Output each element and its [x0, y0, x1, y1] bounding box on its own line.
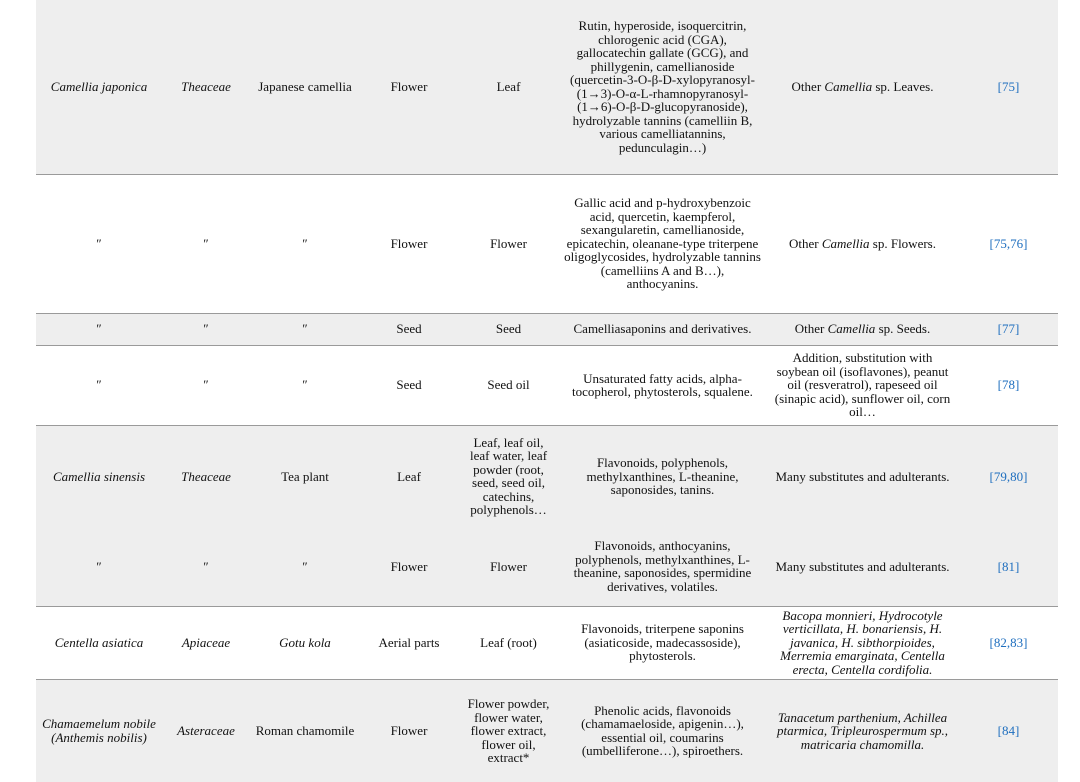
plant-part-cell: Leaf [360, 425, 458, 527]
reference-cell: [75] [959, 0, 1058, 174]
common-name-cell: Japanese camellia [250, 0, 360, 174]
adulterants-cell: Addition, substitution with soybean oil (isoflavones), peanut oil (resveratrol), rapeseed oil (sinapic acid), sunflower oil, corn oil… [766, 345, 959, 425]
product-cell: Leaf (root) [458, 606, 559, 679]
adulterants-cell: Other Camellia sp. Seeds. [766, 313, 959, 345]
reference-cell: [78] [959, 345, 1058, 425]
reference-link[interactable]: 77 [1002, 321, 1015, 337]
common-name-cell: ″ [250, 345, 360, 425]
product-cell: Leaf [458, 0, 559, 174]
family-cell: ″ [162, 527, 250, 606]
table-row [36, 606, 1058, 679]
species-cell: ″ [36, 345, 162, 425]
family-cell: ″ [162, 345, 250, 425]
table-row [36, 313, 1058, 345]
plant-part-cell: Aerial parts [360, 606, 458, 679]
compounds-cell: Flavonoids, polyphenols, methylxanthines, L-theanine, saponosides, tanins. [559, 425, 766, 527]
reference-link[interactable]: 75 [993, 235, 1007, 251]
species-cell: Centella asiatica [36, 606, 162, 679]
adulterants-cell: Many substitutes and adulterants. [766, 425, 959, 527]
plant-part-cell: Flower [360, 0, 458, 174]
reference-link[interactable]: 78 [1002, 377, 1015, 393]
plant-part-cell: Flower [360, 679, 458, 782]
reference-cell: [81] [959, 527, 1058, 606]
table-row [36, 527, 1058, 606]
compounds-cell: Unsaturated fatty acids, alpha-tocopherol, phytosterols, squalene. [559, 345, 766, 425]
compounds-cell: Camelliasaponins and derivatives. [559, 313, 766, 345]
adulterants-cell: Many substitutes and adulterants. [766, 527, 959, 606]
reference-link[interactable]: 84 [1002, 723, 1015, 738]
common-name-cell: Gotu kola [250, 606, 360, 679]
reference-link[interactable]: 81 [1002, 558, 1015, 574]
species-cell: Camellia japonica [36, 0, 162, 174]
table-row [36, 174, 1058, 313]
common-name-cell: Roman chamomile [250, 679, 360, 782]
reference-link[interactable]: 82 [993, 634, 1007, 650]
compounds-cell: Gallic acid and p-hydroxybenzoic acid, quercetin, kaempferol, sexangularetin, camellianoside, epicatechin, oleanane-type triterpene oligoglycosides, hydrolyzable tannins (camelliins A and B…), anthocyanins. [559, 174, 766, 313]
reference-cell: [77] [959, 313, 1058, 345]
common-name-cell: ″ [250, 527, 360, 606]
table-row [36, 345, 1058, 425]
product-cell: Flower [458, 527, 559, 606]
plant-part-cell: Seed [360, 345, 458, 425]
adulterants-cell: Other Camellia sp. Flowers. [766, 174, 959, 313]
reference-link[interactable]: 83 [1010, 634, 1024, 650]
table-row [36, 0, 1058, 174]
table-row [36, 679, 1058, 782]
product-cell: Seed oil [458, 345, 559, 425]
species-cell: ″ [36, 174, 162, 313]
compounds-cell: Flavonoids, anthocyanins, polyphenols, methylxanthines, L-theanine, saponosides, spermidine derivatives, volatiles. [559, 527, 766, 606]
adulterants-cell: Tanacetum parthenium, Achillea ptarmica, Tripleurospermum sp., matricaria chamomilla. [766, 679, 959, 782]
adulterants-cell: Other Camellia sp. Leaves. [766, 0, 959, 174]
common-name-cell: ″ [250, 174, 360, 313]
ingredients-table [36, 0, 1058, 782]
product-cell: Flower powder, flower water, flower extract, flower oil, extract* [458, 679, 559, 782]
compounds-cell: Phenolic acids, flavonoids (chamamaeloside, apigenin…), essential oil, coumarins (umbelliferone…), spiroethers. [559, 679, 766, 782]
plant-part-cell: Seed [360, 313, 458, 345]
reference-cell: [82,83] [959, 606, 1058, 679]
common-name-cell: ″ [250, 313, 360, 345]
species-cell: ″ [36, 313, 162, 345]
compounds-cell: Flavonoids, triterpene saponins (asiaticoside, madecassoside), phytosterols. [559, 606, 766, 679]
plant-part-cell: Flower [360, 174, 458, 313]
product-cell: Flower [458, 174, 559, 313]
reference-cell: [75,76] [959, 174, 1058, 313]
reference-link[interactable]: 79 [993, 468, 1007, 484]
plant-part-cell: Flower [360, 527, 458, 606]
product-cell: Leaf, leaf oil, leaf water, leaf powder (root, seed, seed oil, catechins, polyphenols… [458, 425, 559, 527]
species-cell: ″ [36, 527, 162, 606]
species-cell: Camellia sinensis [36, 425, 162, 527]
common-name-cell: Tea plant [250, 425, 360, 527]
reference-link[interactable]: 75 [1002, 79, 1015, 94]
reference-cell: [84] [959, 679, 1058, 782]
reference-cell: [79,80] [959, 425, 1058, 527]
family-cell: Asteraceae [162, 679, 250, 782]
adulterants-cell: Bacopa monnieri, Hydrocotyle verticillata, H. bonariensis, H. javanica, H. sibthorpioides, Merremia emarginata, Centella erecta, Centella cordifolia. [766, 606, 959, 679]
reference-link[interactable]: 80 [1010, 468, 1024, 484]
family-cell: Theaceae [162, 425, 250, 527]
species-cell: Chamaemelum nobile (Anthemis nobilis) [36, 679, 162, 782]
family-cell: Theaceae [162, 0, 250, 174]
table-row [36, 425, 1058, 527]
family-cell: Apiaceae [162, 606, 250, 679]
family-cell: ″ [162, 174, 250, 313]
compounds-cell: Rutin, hyperoside, isoquercitrin, chlorogenic acid (CGA), gallocatechin gallate (GCG), and phillygenin, camellianoside (quercetin-3-O-β-D-xylopyranosyl-(1→3)-O-α-L-rhamnopyranosyl-(1→6)-O-β-D-glucopyranoside), hydrolyzable tannins (camelliin B, various camelliatannins, pedunculagin…) [559, 0, 766, 174]
product-cell: Seed [458, 313, 559, 345]
reference-link[interactable]: 76 [1010, 235, 1024, 251]
family-cell: ″ [162, 313, 250, 345]
